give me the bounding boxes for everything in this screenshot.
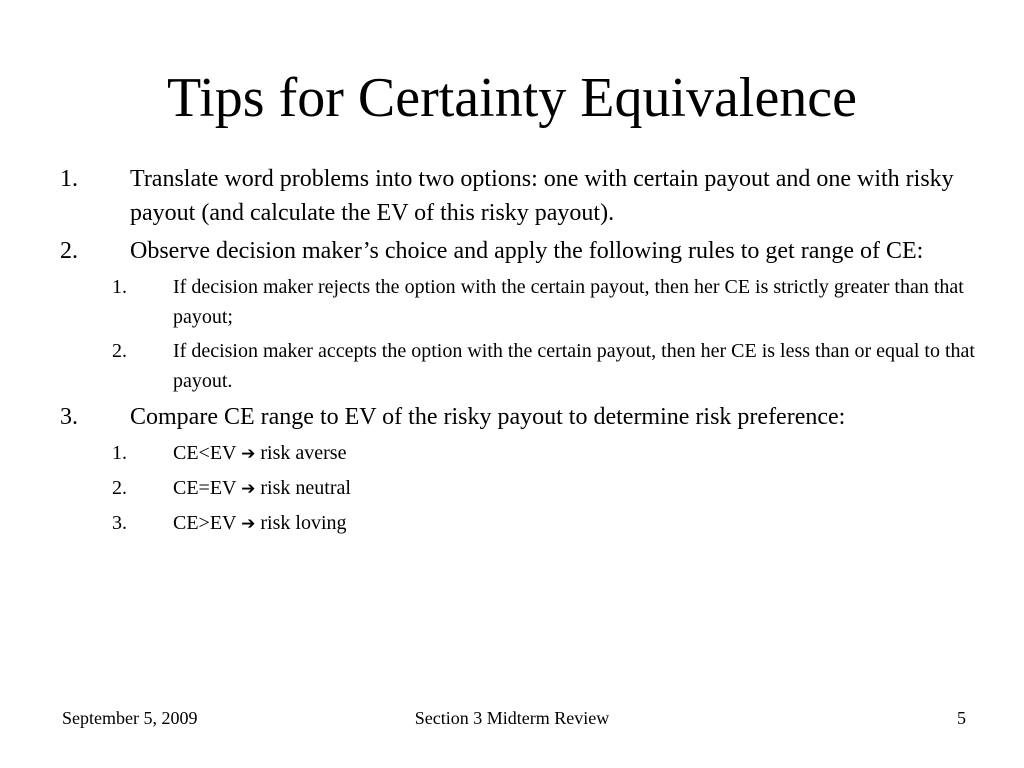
right-arrow-icon: ➔ — [241, 444, 256, 464]
risk-preference-label: risk neutral — [260, 477, 351, 499]
sub-item-3-1 — [60, 438, 995, 469]
item-number: 2. — [60, 238, 78, 264]
comparison-expression: CE=EV — [173, 477, 237, 499]
item-text: Observe decision maker’s choice and apply the following rules to get range of CE: — [130, 238, 924, 264]
item-number: 1. — [60, 166, 78, 192]
sub-item-text: If decision maker rejects the option with the certain payout, then her CE is strictly greater than that payout; — [173, 276, 964, 328]
sub-item-number: 2. — [112, 477, 127, 499]
item-text: Compare CE range to EV of the risky payout to determine risk preference: — [130, 404, 846, 430]
slide-title: Tips for Certainty Equivalence — [166, 67, 858, 129]
risk-preference-label: risk loving — [260, 512, 347, 534]
slide-content — [60, 162, 995, 543]
right-arrow-icon: ➔ — [241, 514, 256, 534]
sub-item-3-3 — [60, 508, 995, 539]
risk-preference-label: risk averse — [260, 442, 347, 464]
right-arrow-icon: ➔ — [241, 479, 256, 499]
list-item-3 — [60, 400, 995, 434]
sub-item-2-2 — [60, 336, 995, 396]
sub-item-3-2 — [60, 473, 995, 504]
list-item-1 — [60, 162, 995, 230]
footer-date: September 5, 2009 — [62, 708, 198, 728]
sub-item-number: 2. — [112, 340, 127, 362]
sub-item-number: 1. — [112, 276, 127, 298]
sub-item-text: If decision maker accepts the option with the certain payout, then her CE is less than or equal to that payout. — [173, 340, 975, 392]
footer-title: Section 3 Midterm Review — [414, 708, 610, 728]
sub-item-2-1 — [60, 272, 995, 332]
comparison-expression: CE>EV — [173, 512, 237, 534]
sub-item-number: 3. — [112, 512, 127, 534]
comparison-expression: CE<EV — [173, 442, 237, 464]
page-number: 5 — [957, 708, 966, 728]
list-item-2 — [60, 234, 995, 268]
sub-item-number: 1. — [112, 442, 127, 464]
item-text: Translate word problems into two options: one with certain payout and one with risky payout (and calculate the EV of this risky payout). — [130, 166, 954, 226]
item-number: 3. — [60, 404, 78, 430]
